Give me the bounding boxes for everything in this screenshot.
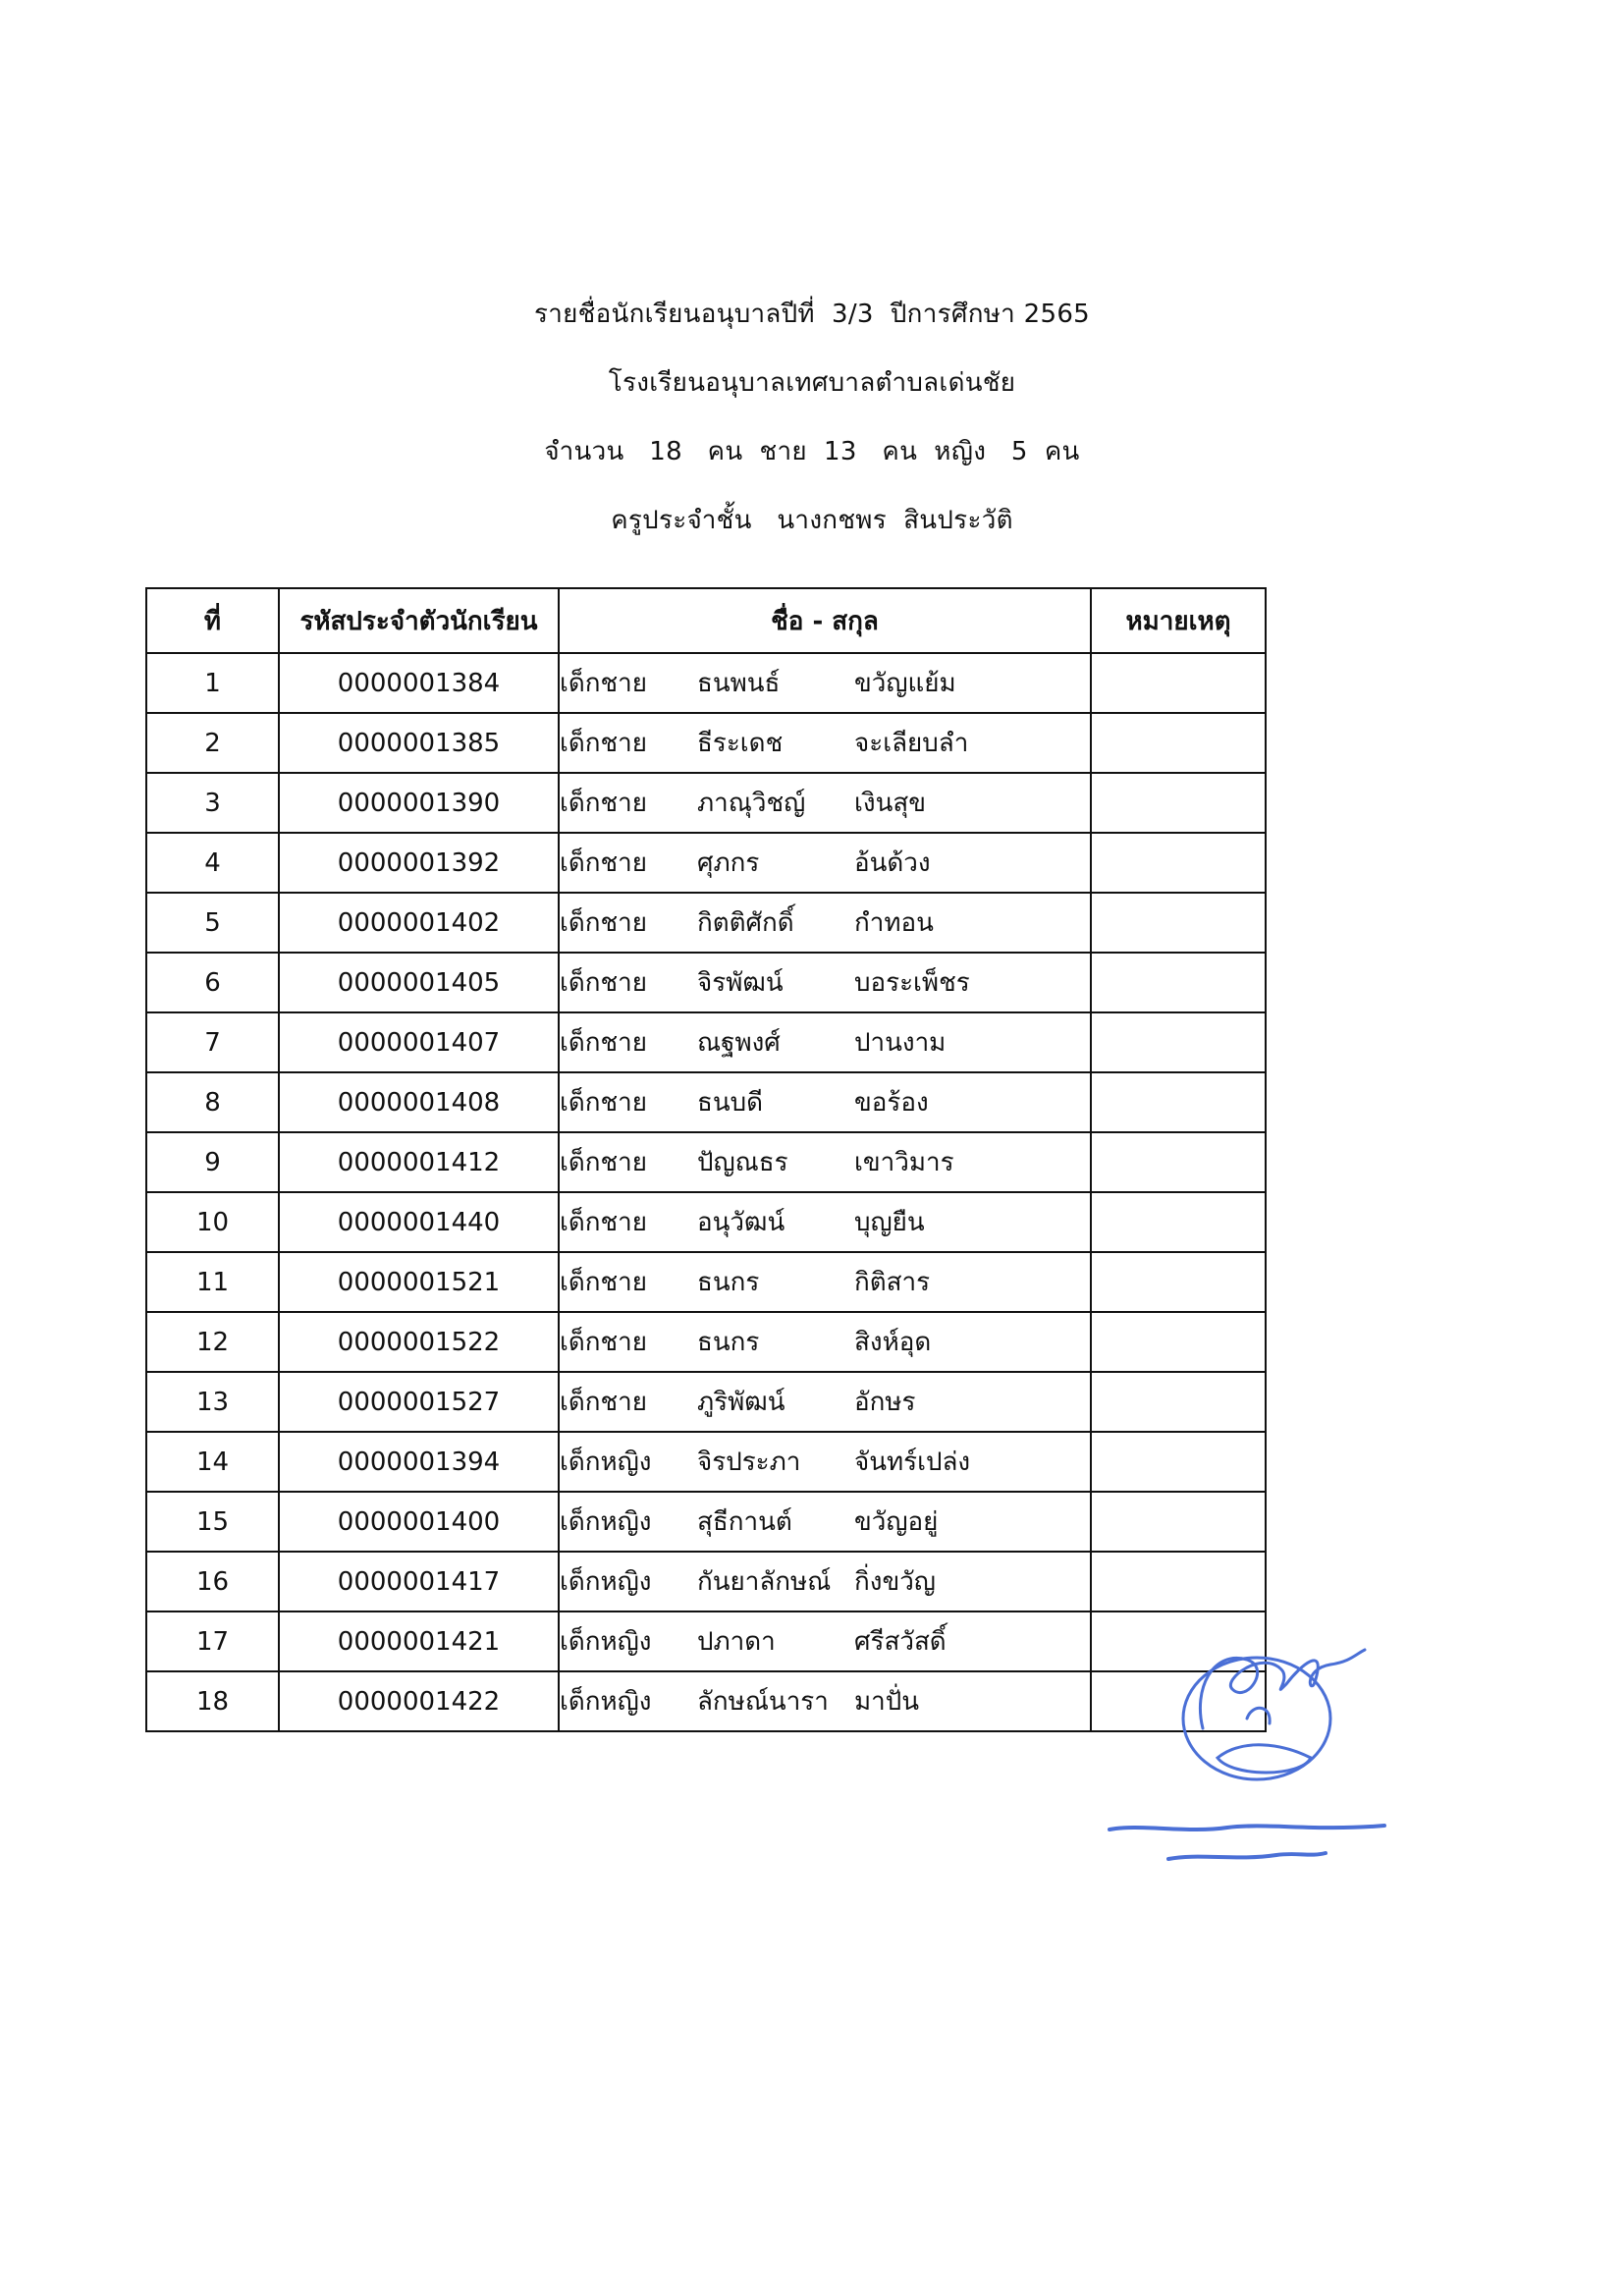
stamp-caption-line-2: [1168, 1853, 1326, 1859]
name-prefix: เด็กชาย: [560, 1328, 647, 1357]
first-name: ณฐพงศ์: [697, 1028, 781, 1058]
student-id: 0000001522: [279, 1312, 559, 1372]
row-number: 1: [146, 653, 279, 713]
student-name: [559, 1252, 1091, 1312]
note-cell: [1091, 1552, 1266, 1611]
name-prefix: เด็กชาย: [560, 789, 647, 818]
student-name: [559, 773, 1091, 833]
student-name: [559, 1012, 1091, 1072]
student-name: [559, 1432, 1091, 1492]
note-cell: [1091, 953, 1266, 1012]
first-name: จิรประภา: [697, 1447, 801, 1477]
first-name: สุธีกานต์: [697, 1507, 792, 1537]
student-id: 0000001392: [279, 833, 559, 893]
stamp-emblem: [1218, 1745, 1311, 1773]
row-number: 5: [146, 893, 279, 953]
student-id: 0000001408: [279, 1072, 559, 1132]
column-header-no: ที่: [146, 588, 279, 653]
last-name: จันทร์เปล่ง: [854, 1447, 971, 1477]
student-name: [559, 1312, 1091, 1372]
student-name: [559, 1072, 1091, 1132]
last-name: มาปั่น: [854, 1687, 920, 1717]
student-name: [559, 833, 1091, 893]
name-prefix: เด็กชาย: [560, 1088, 647, 1118]
last-name: กำทอน: [854, 908, 934, 938]
last-name: กิติสาร: [854, 1268, 931, 1297]
table-header-row: [146, 588, 1266, 653]
student-id: 0000001400: [279, 1492, 559, 1552]
note-cell: [1091, 773, 1266, 833]
note-cell: [1091, 1072, 1266, 1132]
first-name: ธนกร: [697, 1328, 760, 1357]
student-count-line: จำนวน 18 คน ชาย 13 คน หญิง 5 คน: [544, 437, 1080, 466]
stamp-emblem-detail: [1247, 1708, 1270, 1723]
table-row: [146, 833, 1266, 893]
student-name: [559, 1671, 1091, 1731]
name-prefix: เด็กชาย: [560, 729, 647, 758]
student-id: 0000001390: [279, 773, 559, 833]
first-name: ธนพนธ์: [697, 669, 781, 698]
note-cell: [1091, 1132, 1266, 1192]
last-name: บุญยืน: [854, 1208, 925, 1237]
table-row: [146, 1611, 1266, 1671]
student-id: 0000001521: [279, 1252, 559, 1312]
last-name: บอระเพ็ชร: [854, 968, 970, 998]
row-number: 3: [146, 773, 279, 833]
student-id: 0000001421: [279, 1611, 559, 1671]
row-number: 14: [146, 1432, 279, 1492]
row-number: 7: [146, 1012, 279, 1072]
name-prefix: เด็กชาย: [560, 1148, 647, 1177]
name-prefix: เด็กชาย: [560, 848, 647, 878]
table-row: [146, 1312, 1266, 1372]
table-row: [146, 1192, 1266, 1252]
student-id: 0000001394: [279, 1432, 559, 1492]
table-row: [146, 773, 1266, 833]
note-cell: [1091, 1252, 1266, 1312]
student-roster-table: [145, 587, 1267, 1732]
note-cell: [1091, 1492, 1266, 1552]
note-cell: [1091, 1012, 1266, 1072]
row-number: 13: [146, 1372, 279, 1432]
student-id: 0000001384: [279, 653, 559, 713]
last-name: สิงห์อุด: [854, 1328, 932, 1357]
row-number: 2: [146, 713, 279, 773]
document-header: [0, 280, 1624, 555]
first-name: ลักษณ์นารา: [697, 1687, 829, 1717]
name-prefix: เด็กชาย: [560, 1028, 647, 1058]
note-cell: [1091, 833, 1266, 893]
note-cell: [1091, 713, 1266, 773]
student-name: [559, 1132, 1091, 1192]
first-name: จิรพัฒน์: [697, 968, 784, 998]
table-row: [146, 1372, 1266, 1432]
name-prefix: เด็กหญิง: [560, 1627, 652, 1657]
first-name: ภาณุวิชญ์: [697, 789, 806, 818]
last-name: ขวัญอยู่: [854, 1507, 939, 1537]
name-prefix: เด็กหญิง: [560, 1447, 652, 1477]
title-line: รายชื่อนักเรียนอนุบาลปีที่ 3/3 ปีการศึกษา 2565: [533, 300, 1091, 329]
last-name: ขวัญแย้ม: [854, 669, 956, 698]
table-row: [146, 653, 1266, 713]
student-name: [559, 653, 1091, 713]
note-cell: [1091, 1372, 1266, 1432]
student-name: [559, 1372, 1091, 1432]
name-prefix: เด็กชาย: [560, 908, 647, 938]
row-number: 12: [146, 1312, 279, 1372]
student-name: [559, 1611, 1091, 1671]
first-name: กิตติศักดิ์: [697, 908, 794, 938]
table-row: [146, 1132, 1266, 1192]
name-prefix: เด็กหญิง: [560, 1567, 652, 1597]
last-name: เขาวิมาร: [854, 1148, 954, 1177]
first-name: อนุวัฒน์: [697, 1208, 785, 1237]
row-number: 8: [146, 1072, 279, 1132]
last-name: ศรีสวัสดิ์: [854, 1627, 947, 1657]
first-name: ศุภกร: [697, 848, 760, 878]
note-cell: [1091, 1192, 1266, 1252]
table-row: [146, 1072, 1266, 1132]
student-name: [559, 1192, 1091, 1252]
stamp-caption-line-1: [1110, 1826, 1384, 1830]
last-name: เงินสุข: [854, 789, 926, 818]
first-name: ธนบดี: [697, 1088, 764, 1118]
student-name: [559, 1492, 1091, 1552]
student-name: [559, 1552, 1091, 1611]
row-number: 10: [146, 1192, 279, 1252]
first-name: ภูริพัฒน์: [697, 1388, 785, 1417]
name-prefix: เด็กชาย: [560, 1208, 647, 1237]
table-row: [146, 1252, 1266, 1312]
last-name: อักษร: [854, 1388, 916, 1417]
roster-body: [146, 653, 1266, 1731]
student-name: [559, 953, 1091, 1012]
name-prefix: เด็กหญิง: [560, 1507, 652, 1537]
student-id: 0000001405: [279, 953, 559, 1012]
school-name: โรงเรียนอนุบาลเทศบาลตำบลเด่นชัย: [608, 368, 1016, 398]
student-name: [559, 893, 1091, 953]
first-name: กันยาลักษณ์: [697, 1567, 832, 1597]
name-prefix: เด็กชาย: [560, 1268, 647, 1297]
student-id: 0000001440: [279, 1192, 559, 1252]
first-name: ธนกร: [697, 1268, 760, 1297]
name-prefix: เด็กชาย: [560, 968, 647, 998]
student-id: 0000001385: [279, 713, 559, 773]
table-row: [146, 893, 1266, 953]
table-row: [146, 713, 1266, 773]
last-name: กิ่งขวัญ: [854, 1567, 936, 1597]
first-name: ปภาดา: [697, 1627, 776, 1657]
signature-mark: [1154, 1611, 1389, 1827]
note-cell: [1091, 1432, 1266, 1492]
last-name: อ้นด้วง: [854, 848, 931, 878]
table-row: [146, 1492, 1266, 1552]
name-prefix: เด็กชาย: [560, 669, 647, 698]
last-name: ปานงาม: [854, 1028, 947, 1058]
student-id: 0000001527: [279, 1372, 559, 1432]
student-id: 0000001417: [279, 1552, 559, 1611]
row-number: 17: [146, 1611, 279, 1671]
column-header-student-id: รหัสประจำตัวนักเรียน: [279, 588, 559, 653]
table-row: [146, 1671, 1266, 1731]
row-number: 9: [146, 1132, 279, 1192]
table-row: [146, 953, 1266, 1012]
table-row: [146, 1552, 1266, 1611]
first-name: ธีระเดช: [697, 729, 784, 758]
first-name: ปัญณธร: [697, 1148, 788, 1177]
name-prefix: เด็กชาย: [560, 1388, 647, 1417]
stamp-caption-mark: [1100, 1810, 1394, 1879]
homeroom-teacher-line: ครูประจำชั้น นางกชพร สินประวัติ: [611, 506, 1013, 535]
row-number: 6: [146, 953, 279, 1012]
student-id: 0000001422: [279, 1671, 559, 1731]
row-number: 11: [146, 1252, 279, 1312]
student-name: [559, 713, 1091, 773]
row-number: 4: [146, 833, 279, 893]
last-name: จะเลียบลำ: [854, 729, 969, 758]
table-row: [146, 1012, 1266, 1072]
student-id: 0000001407: [279, 1012, 559, 1072]
row-number: 15: [146, 1492, 279, 1552]
note-cell: [1091, 893, 1266, 953]
student-id: 0000001402: [279, 893, 559, 953]
note-cell: [1091, 1312, 1266, 1372]
column-header-note: หมายเหตุ: [1091, 588, 1266, 653]
last-name: ขอร้อง: [854, 1088, 929, 1118]
student-id: 0000001412: [279, 1132, 559, 1192]
row-number: 16: [146, 1552, 279, 1611]
row-number: 18: [146, 1671, 279, 1731]
column-header-name: ชื่อ - สกุล: [559, 588, 1091, 653]
table-row: [146, 1432, 1266, 1492]
note-cell: [1091, 653, 1266, 713]
name-prefix: เด็กหญิง: [560, 1687, 652, 1717]
